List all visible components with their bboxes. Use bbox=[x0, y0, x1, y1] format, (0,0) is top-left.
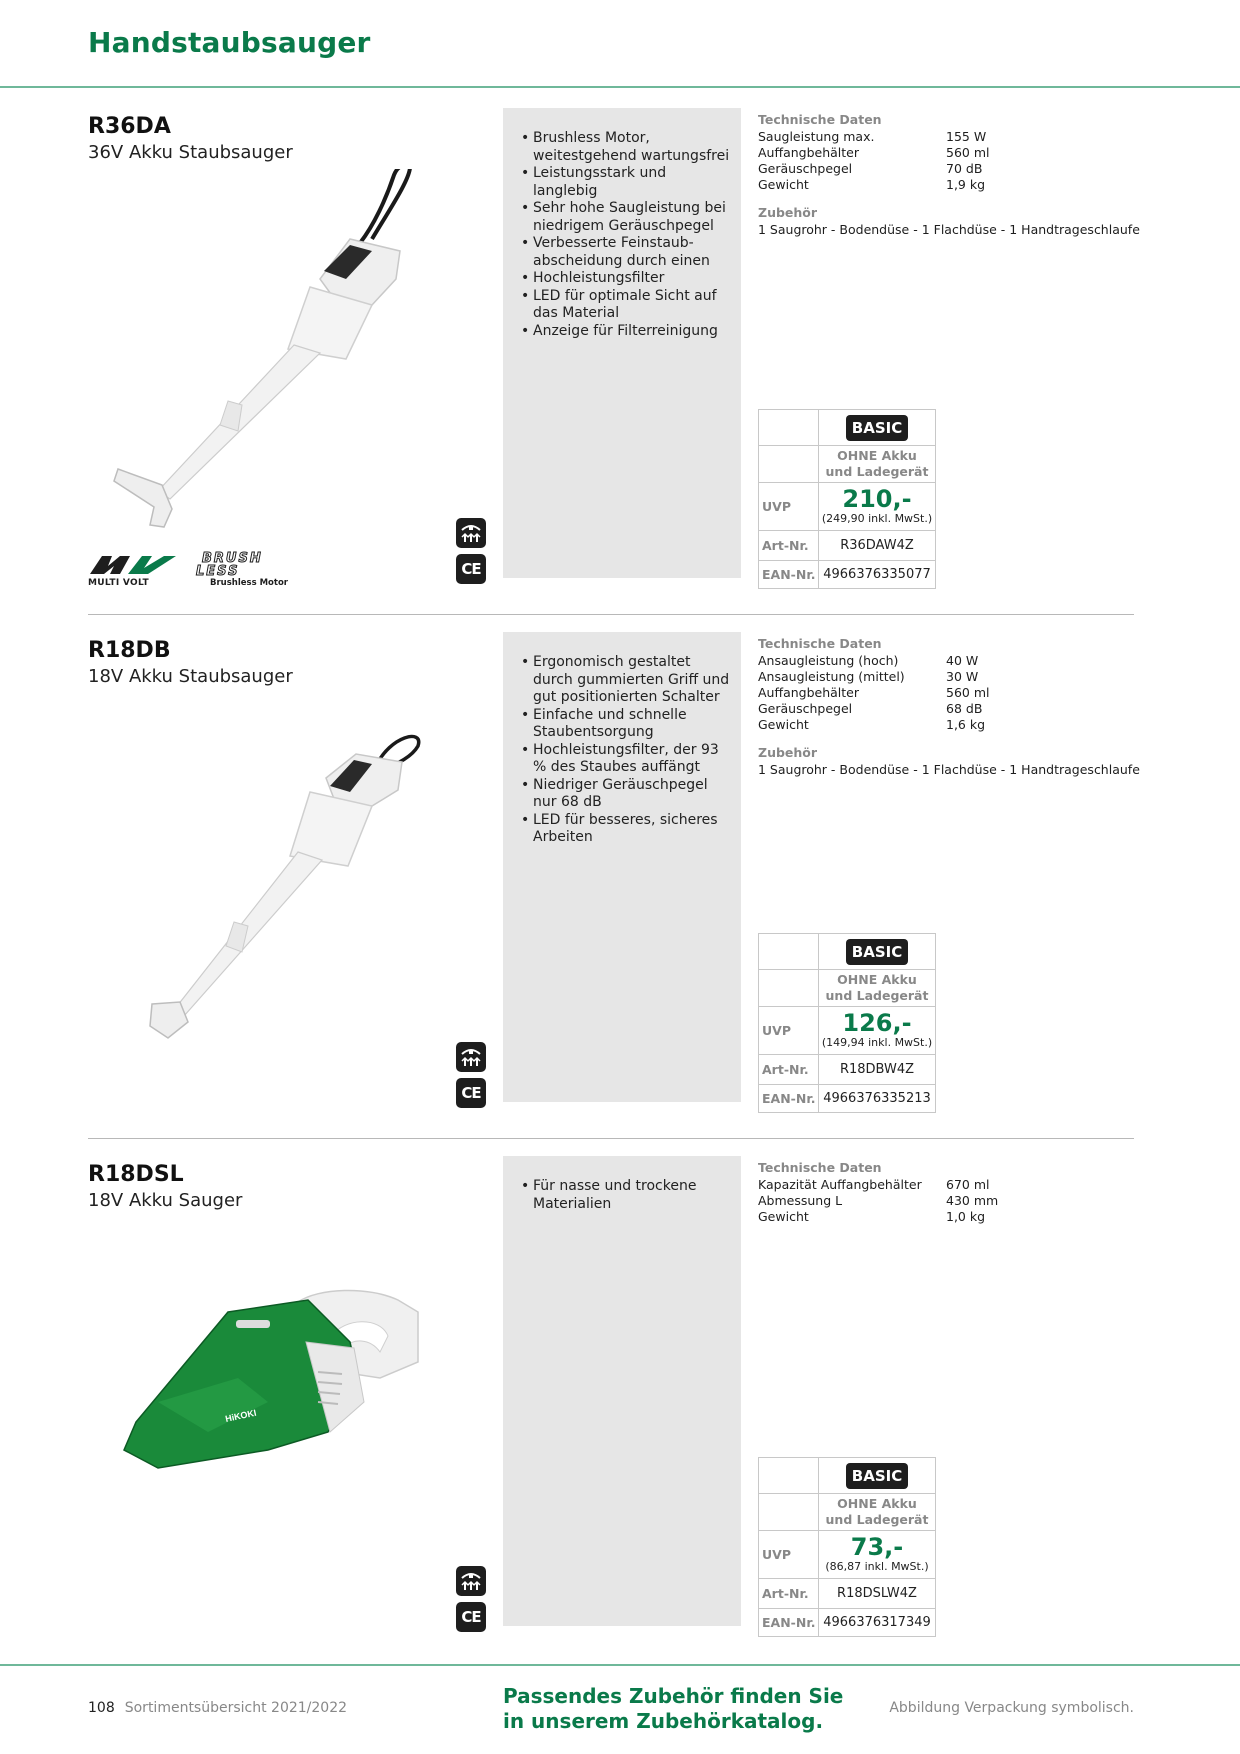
top-divider bbox=[0, 86, 1240, 88]
stick-vacuum-image bbox=[140, 726, 430, 1046]
product-model: R18DSL bbox=[88, 1162, 184, 1187]
ean-number: 4966376335213 bbox=[819, 1085, 936, 1113]
feature-item: • Ergonomisch gestaltet durch gummierten Griff und gut positionierten Schalter bbox=[521, 654, 731, 707]
basic-badge: BASIC bbox=[846, 939, 908, 965]
basic-badge: BASIC bbox=[846, 415, 908, 441]
uvp-label: UVP bbox=[759, 1007, 819, 1055]
tech-row: Saugleistung max. 155 W bbox=[758, 129, 987, 144]
technical-data bbox=[758, 112, 1158, 238]
feature-item: • LED für optimale Sicht auf das Material bbox=[521, 288, 731, 323]
tech-row: Auffangbehälter 560 ml bbox=[758, 685, 990, 700]
technical-data bbox=[758, 636, 1158, 778]
multivolt-logo bbox=[88, 554, 178, 588]
brushless-word2: LESS bbox=[196, 564, 240, 579]
accessory-heading: Zubehör bbox=[758, 205, 818, 220]
brushless-sub: Brushless Motor bbox=[210, 578, 288, 588]
uvp-price: 210,- bbox=[842, 484, 912, 513]
ce-mark-icon: CE bbox=[456, 1602, 486, 1632]
ean-label: EAN-Nr. bbox=[759, 561, 819, 589]
handheld-vacuum-image bbox=[118, 1282, 428, 1482]
feature-list bbox=[503, 632, 741, 1102]
tech-row: Ansaugleistung (mittel) 30 W bbox=[758, 669, 979, 684]
product-subtitle: 18V Akku Staubsauger bbox=[88, 666, 293, 687]
ean-number: 4966376317349 bbox=[819, 1609, 936, 1637]
accessory-catalog-link[interactable]: Passendes Zubehör finden Sie in unserem Zubehörkatalog. bbox=[503, 1684, 844, 1733]
product-subtitle: 36V Akku Staubsauger bbox=[88, 142, 293, 163]
ean-label: EAN-Nr. bbox=[759, 1609, 819, 1637]
tech-row: Geräuschpegel 68 dB bbox=[758, 701, 983, 716]
packaging-disclaimer: Abbildung Verpackung symbolisch. bbox=[889, 1700, 1134, 1716]
ean-label: EAN-Nr. bbox=[759, 1085, 819, 1113]
product-model: R18DB bbox=[88, 638, 171, 663]
dust-extraction-icon bbox=[456, 1042, 486, 1072]
feature-item: • Niedriger Geräuschpegel nur 68 dB bbox=[521, 777, 731, 812]
art-number: R36DAW4Z bbox=[819, 531, 936, 561]
page-number: 108 bbox=[88, 1700, 115, 1716]
basic-badge: BASIC bbox=[846, 1463, 908, 1489]
brushless-logo bbox=[196, 552, 296, 588]
tech-row: Ansaugleistung (hoch) 40 W bbox=[758, 653, 979, 668]
art-label: Art-Nr. bbox=[759, 1579, 819, 1609]
multivolt-label: MULTI VOLT bbox=[88, 578, 149, 588]
dust-extraction-icon bbox=[456, 1566, 486, 1596]
tech-heading: Technische Daten bbox=[758, 112, 882, 127]
dust-extraction-icon bbox=[456, 518, 486, 548]
no-battery-note: OHNE Akku und Ladegerät bbox=[819, 970, 936, 1007]
uvp-incl-vat: (249,90 inkl. MwSt.) bbox=[821, 511, 933, 525]
tech-row: Gewicht 1,9 kg bbox=[758, 177, 986, 192]
art-number: R18DSLW4Z bbox=[819, 1579, 936, 1609]
tech-row: Kapazität Auffangbehälter 670 ml bbox=[758, 1177, 990, 1192]
uvp-price: 73,- bbox=[850, 1532, 904, 1561]
footer-page-info bbox=[88, 1700, 347, 1716]
tech-row: Abmessung L 430 mm bbox=[758, 1193, 999, 1208]
ce-mark-icon: CE bbox=[456, 1078, 486, 1108]
accessory-text: 1 Saugrohr - Bodendüse - 1 Flachdüse - 1 Handtrageschlaufe bbox=[758, 762, 1140, 777]
bottom-divider bbox=[0, 1664, 1240, 1666]
tech-heading: Technische Daten bbox=[758, 1160, 882, 1175]
feature-list bbox=[503, 1156, 741, 1626]
feature-item: • LED für besseres, sicheres Arbeiten bbox=[521, 812, 731, 847]
page-title: Handstaubsauger bbox=[88, 26, 371, 59]
feature-item: • Hochleistungsfilter bbox=[521, 270, 731, 288]
tech-row: Gewicht 1,0 kg bbox=[758, 1209, 986, 1224]
ce-mark-icon: CE bbox=[456, 554, 486, 584]
art-label: Art-Nr. bbox=[759, 531, 819, 561]
feature-item: • Anzeige für Filterreinigung bbox=[521, 323, 731, 341]
tech-row: Auffangbehälter 560 ml bbox=[758, 145, 990, 160]
product-model: R36DA bbox=[88, 114, 171, 139]
product-r36da bbox=[0, 114, 1240, 594]
catalog-name: Sortimentsübersicht 2021/2022 bbox=[124, 1700, 348, 1716]
product-r18db bbox=[0, 638, 1240, 1118]
technical-data bbox=[758, 1160, 1158, 1225]
feature-item: • Für nasse und trockene Materialien bbox=[521, 1178, 731, 1213]
art-label: Art-Nr. bbox=[759, 1055, 819, 1085]
tech-heading: Technische Daten bbox=[758, 636, 882, 651]
price-table bbox=[758, 1457, 936, 1637]
ean-number: 4966376335077 bbox=[819, 561, 936, 589]
product-subtitle: 18V Akku Sauger bbox=[88, 1190, 243, 1211]
stick-vacuum-image bbox=[110, 169, 420, 529]
no-battery-note: OHNE Akku und Ladegerät bbox=[819, 1494, 936, 1531]
brand-label: HiKOKI bbox=[224, 1407, 258, 1424]
product-r18dsl bbox=[0, 1162, 1240, 1642]
feature-item: • Brushless Motor, weitestgehend wartungsfrei bbox=[521, 130, 731, 165]
price-table bbox=[758, 933, 936, 1113]
brushless-word1: BRUSH bbox=[202, 551, 263, 566]
uvp-label: UVP bbox=[759, 483, 819, 531]
price-table bbox=[758, 409, 936, 589]
uvp-price: 126,- bbox=[842, 1008, 912, 1037]
no-battery-note: OHNE Akku und Ladegerät bbox=[819, 446, 936, 483]
product-divider bbox=[88, 1138, 1134, 1139]
product-divider bbox=[88, 614, 1134, 615]
feature-item: • Leistungsstark und langlebig bbox=[521, 165, 731, 200]
feature-list bbox=[503, 108, 741, 578]
feature-item: • Einfache und schnelle Staubentsorgung bbox=[521, 707, 731, 742]
feature-item: • Verbesserte Feinstaub-abscheidung durch einen bbox=[521, 235, 731, 270]
uvp-incl-vat: (149,94 inkl. MwSt.) bbox=[821, 1035, 933, 1049]
uvp-incl-vat: (86,87 inkl. MwSt.) bbox=[825, 1559, 929, 1573]
uvp-label: UVP bbox=[759, 1531, 819, 1579]
accessory-text: 1 Saugrohr - Bodendüse - 1 Flachdüse - 1 Handtrageschlaufe bbox=[758, 222, 1140, 237]
feature-item: • Sehr hohe Saugleistung bei niedrigem Geräuschpegel bbox=[521, 200, 731, 235]
tech-row: Geräuschpegel 70 dB bbox=[758, 161, 983, 176]
tech-row: Gewicht 1,6 kg bbox=[758, 717, 986, 732]
accessory-heading: Zubehör bbox=[758, 745, 818, 760]
art-number: R18DBW4Z bbox=[819, 1055, 936, 1085]
feature-item: • Hochleistungsfilter, der 93 % des Staubes auffängt bbox=[521, 742, 731, 777]
